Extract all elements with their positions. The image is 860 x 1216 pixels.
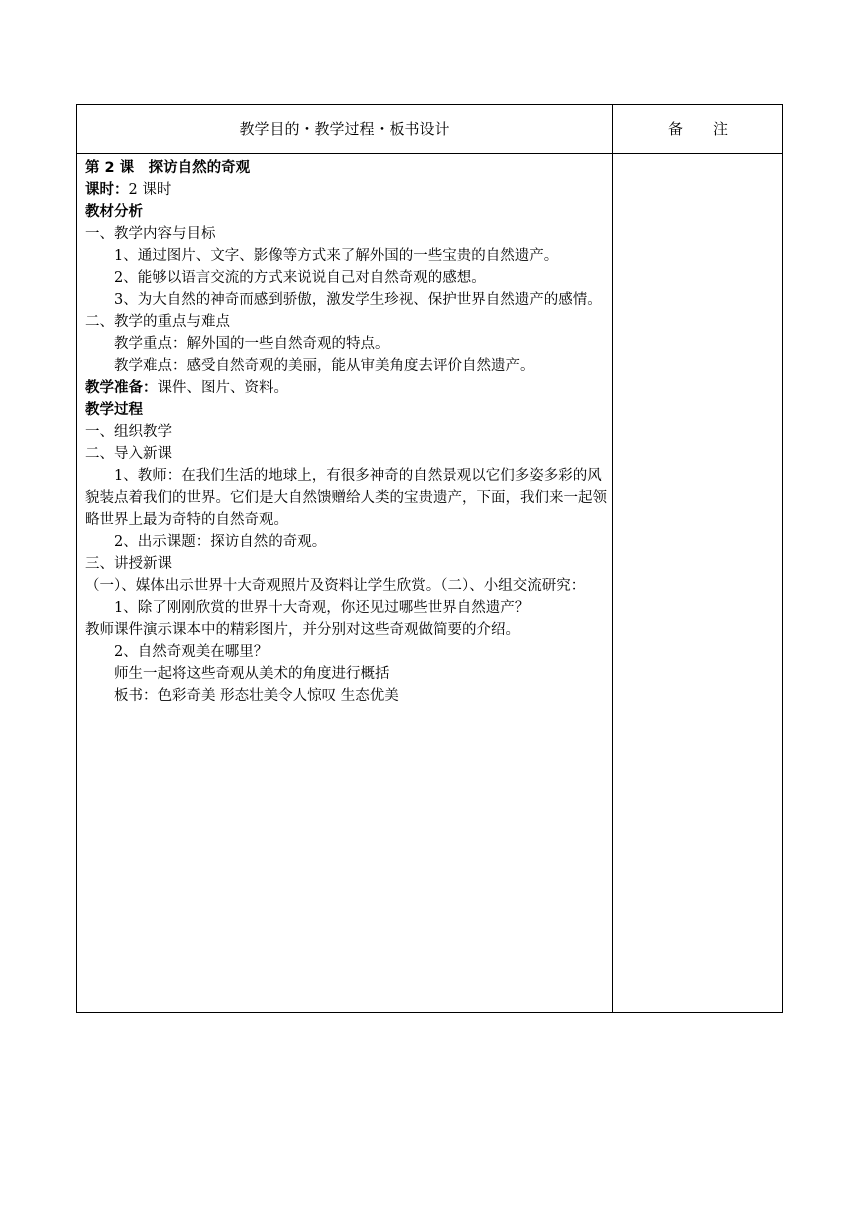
process-substep: 教师课件演示课本中的精彩图片，并分别对这些奇观做简要的介绍。 — [85, 622, 520, 638]
process-substep: 2、出示课题：探访自然的奇观。 — [114, 534, 327, 550]
process-substep: 1、除了刚刚欣赏的世界十大奇观，你还见过哪些世界自然遗产？ — [114, 600, 530, 616]
lesson-plan-table — [76, 104, 783, 1013]
process-substep: 师生一起将这些奇观从美术的角度进行概括 — [114, 666, 390, 682]
goal-item: 2、能够以语言交流的方式来说说自己对自然奇观的感想。 — [114, 270, 486, 286]
process-step: 二、导入新课 — [85, 446, 172, 462]
goal-item: 1、通过图片、文字、影像等方式来了解外国的一些宝贵的自然遗产。 — [114, 248, 559, 264]
hours-label: 课时： — [85, 182, 129, 198]
process-step: 一、组织教学 — [85, 424, 172, 440]
board-design: 板书：色彩奇美 形态壮美令人惊叹 生态优美 — [114, 688, 399, 704]
goals-heading: 一、教学内容与目标 — [85, 226, 216, 242]
goal-item: 3、为大自然的神奇而感到骄傲，激发学生珍视、保护世界自然遗产的感情。 — [114, 292, 602, 308]
hours-value: 2 课时 — [128, 182, 172, 198]
process-step: 三、讲授新课 — [85, 556, 172, 572]
prep-label: 教学准备： — [85, 380, 158, 396]
column-divider — [612, 105, 613, 1012]
process-substep: （一）、媒体出示世界十大奇观照片及资料让学生欣赏。（二）、小组交流研究： — [85, 578, 586, 594]
header-main-cell: 教学目的・教学过程・板书设计 — [239, 120, 450, 138]
header-notes-cell: 备注 — [667, 120, 758, 138]
difficulty-text: 教学难点：感受自然奇观的美丽，能从审美角度去评价自然遗产。 — [114, 358, 535, 374]
process-heading: 教学过程 — [85, 402, 143, 418]
prep-value: 课件、图片、资料。 — [157, 380, 288, 396]
process-substep: 2、自然奇观美在哪里？ — [114, 644, 269, 660]
lesson-hours — [85, 179, 609, 201]
process-substep: 1、教师：在我们生活的地球上，有很多神奇的自然景观以它们多姿多彩的风貌装点着我们的世界。它们是大自然馈赠给人类的宝贵遗产，下面，我们来一起领略世界上最为奇特的自然奇观。 — [85, 468, 607, 528]
analysis-heading: 教材分析 — [85, 204, 143, 220]
keypoint-text: 教学重点：解外国的一些自然奇观的特点。 — [114, 336, 390, 352]
preparation — [85, 377, 609, 399]
keypoints-heading: 二、教学的重点与难点 — [85, 314, 230, 330]
lesson-content — [85, 157, 609, 707]
table-header-row — [77, 105, 782, 154]
lesson-title: 第 2 课 探访自然的奇观 — [85, 160, 251, 176]
